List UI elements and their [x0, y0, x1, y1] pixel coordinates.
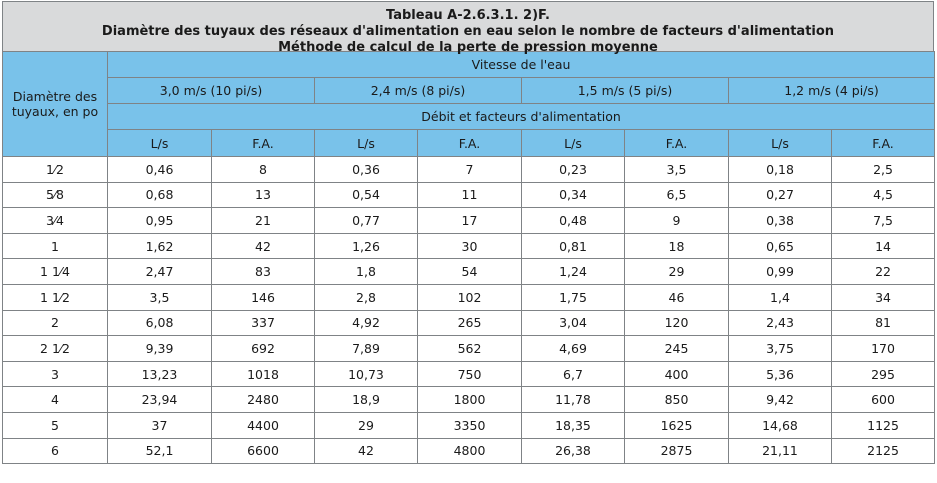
fixture-units-cell: 750 [418, 361, 522, 387]
flow-ls-cell: 18,9 [315, 387, 418, 413]
flow-ls-cell: 0,34 [522, 182, 625, 208]
flow-ls-cell: 4,69 [522, 336, 625, 362]
table-row [3, 412, 935, 438]
table-row [3, 336, 935, 362]
fixture-units-cell: 34 [832, 284, 935, 310]
table-title [2, 1, 934, 55]
pipe-size-cell: 5 [3, 412, 108, 438]
pipe-size-cell: 1 1⁄4 [3, 259, 108, 285]
flow-ls-cell: 0,65 [729, 233, 832, 259]
flow-ls-cell: 13,23 [108, 361, 212, 387]
fixture-units-cell: 146 [212, 284, 315, 310]
flow-ls-cell: 9,39 [108, 336, 212, 362]
flow-ls-cell: 0,81 [522, 233, 625, 259]
flow-ls-cell: 52,1 [108, 438, 212, 464]
fixture-units-cell: 562 [418, 336, 522, 362]
fixture-units-cell: 4800 [418, 438, 522, 464]
fixture-units-cell: 9 [625, 208, 729, 234]
fixture-units-cell: 11 [418, 182, 522, 208]
flow-ls-cell: 3,5 [108, 284, 212, 310]
pipe-size-cell: 5⁄8 [3, 182, 108, 208]
flow-ls-cell: 37 [108, 412, 212, 438]
data-table [2, 51, 935, 464]
flow-ls-cell: 6,08 [108, 310, 212, 336]
flow-header: Débit et facteurs d'alimentation [108, 104, 935, 130]
flow-ls-cell: 1,4 [729, 284, 832, 310]
fixture-units-cell: 102 [418, 284, 522, 310]
fixture-units-cell: 1800 [418, 387, 522, 413]
fa-header: F.A. [418, 130, 522, 157]
flow-ls-cell: 1,8 [315, 259, 418, 285]
speed-header: 1,5 m/s (5 pi/s) [522, 78, 729, 104]
flow-ls-cell: 3,04 [522, 310, 625, 336]
fixture-units-cell: 3,5 [625, 157, 729, 183]
fixture-units-cell: 4400 [212, 412, 315, 438]
fixture-units-cell: 120 [625, 310, 729, 336]
flow-ls-cell: 14,68 [729, 412, 832, 438]
fa-header: F.A. [625, 130, 729, 157]
table-row [3, 438, 935, 464]
flow-ls-cell: 2,43 [729, 310, 832, 336]
speed-header: 3,0 m/s (10 pi/s) [108, 78, 315, 104]
table-row [3, 233, 935, 259]
flow-ls-cell: 0,46 [108, 157, 212, 183]
ls-header: L/s [522, 130, 625, 157]
fixture-units-cell: 18 [625, 233, 729, 259]
pipe-size-cell: 3 [3, 361, 108, 387]
fixture-units-cell: 2875 [625, 438, 729, 464]
fixture-units-cell: 13 [212, 182, 315, 208]
fixture-units-cell: 850 [625, 387, 729, 413]
fixture-units-cell: 7,5 [832, 208, 935, 234]
pipe-size-cell: 4 [3, 387, 108, 413]
flow-ls-cell: 3,75 [729, 336, 832, 362]
ls-header: L/s [729, 130, 832, 157]
flow-ls-cell: 9,42 [729, 387, 832, 413]
fa-header: F.A. [832, 130, 935, 157]
pipe-size-cell: 6 [3, 438, 108, 464]
pipe-size-cell: 1⁄2 [3, 157, 108, 183]
flow-ls-cell: 1,24 [522, 259, 625, 285]
flow-ls-cell: 0,48 [522, 208, 625, 234]
table-body [3, 157, 935, 464]
table-row [3, 284, 935, 310]
fixture-units-cell: 29 [625, 259, 729, 285]
fixture-units-cell: 3350 [418, 412, 522, 438]
pipe-size-cell: 1 1⁄2 [3, 284, 108, 310]
table-row [3, 182, 935, 208]
pipe-size-cell: 2 1⁄2 [3, 336, 108, 362]
flow-ls-cell: 7,89 [315, 336, 418, 362]
flow-ls-cell: 10,73 [315, 361, 418, 387]
pipe-size-cell: 3⁄4 [3, 208, 108, 234]
ls-header: L/s [315, 130, 418, 157]
flow-ls-cell: 0,99 [729, 259, 832, 285]
flow-ls-cell: 0,36 [315, 157, 418, 183]
flow-ls-cell: 0,38 [729, 208, 832, 234]
pipe-size-cell: 1 [3, 233, 108, 259]
fixture-units-cell: 30 [418, 233, 522, 259]
flow-ls-cell: 21,11 [729, 438, 832, 464]
table-row [3, 310, 935, 336]
fixture-units-cell: 245 [625, 336, 729, 362]
flow-ls-cell: 1,62 [108, 233, 212, 259]
title-line-2: Diamètre des tuyaux des réseaux d'alimentation en eau selon le nombre de facteurs d'alimentation [101, 24, 835, 39]
flow-ls-cell: 0,68 [108, 182, 212, 208]
fixture-units-cell: 2,5 [832, 157, 935, 183]
fixture-units-cell: 7 [418, 157, 522, 183]
fixture-units-cell: 170 [832, 336, 935, 362]
fixture-units-cell: 54 [418, 259, 522, 285]
fixture-units-cell: 2125 [832, 438, 935, 464]
fixture-units-cell: 2480 [212, 387, 315, 413]
flow-ls-cell: 0,23 [522, 157, 625, 183]
flow-ls-cell: 4,92 [315, 310, 418, 336]
title-line-1: Tableau A-2.6.3.1. 2)F. [386, 8, 550, 23]
pipe-size-cell: 2 [3, 310, 108, 336]
table-row [3, 361, 935, 387]
fixture-units-cell: 337 [212, 310, 315, 336]
fixture-units-cell: 600 [832, 387, 935, 413]
flow-ls-cell: 1,75 [522, 284, 625, 310]
flow-ls-cell: 0,95 [108, 208, 212, 234]
flow-ls-cell: 0,54 [315, 182, 418, 208]
title-line-3: Méthode de calcul de la perte de pression moyenne [278, 40, 658, 55]
flow-ls-cell: 29 [315, 412, 418, 438]
fixture-units-cell: 1018 [212, 361, 315, 387]
fa-header: F.A. [212, 130, 315, 157]
fixture-units-cell: 81 [832, 310, 935, 336]
fixture-units-cell: 1125 [832, 412, 935, 438]
fixture-units-cell: 692 [212, 336, 315, 362]
fixture-units-cell: 83 [212, 259, 315, 285]
fixture-units-cell: 17 [418, 208, 522, 234]
fixture-units-cell: 4,5 [832, 182, 935, 208]
fixture-units-cell: 6600 [212, 438, 315, 464]
fixture-units-cell: 46 [625, 284, 729, 310]
diameter-header: Diamètre des tuyaux, en po [3, 52, 108, 157]
flow-ls-cell: 26,38 [522, 438, 625, 464]
flow-ls-cell: 0,18 [729, 157, 832, 183]
table-row [3, 387, 935, 413]
fixture-units-cell: 14 [832, 233, 935, 259]
flow-ls-cell: 0,77 [315, 208, 418, 234]
flow-ls-cell: 2,8 [315, 284, 418, 310]
flow-ls-cell: 0,27 [729, 182, 832, 208]
fixture-units-cell: 42 [212, 233, 315, 259]
fixture-units-cell: 8 [212, 157, 315, 183]
flow-ls-cell: 42 [315, 438, 418, 464]
fixture-units-cell: 295 [832, 361, 935, 387]
fixture-units-cell: 21 [212, 208, 315, 234]
table-row [3, 208, 935, 234]
velocity-header: Vitesse de l'eau [108, 52, 935, 78]
flow-ls-cell: 6,7 [522, 361, 625, 387]
speed-header: 1,2 m/s (4 pi/s) [729, 78, 935, 104]
flow-ls-cell: 5,36 [729, 361, 832, 387]
table-container [2, 1, 934, 464]
speed-header: 2,4 m/s (8 pi/s) [315, 78, 522, 104]
fixture-units-cell: 22 [832, 259, 935, 285]
ls-header: L/s [108, 130, 212, 157]
fixture-units-cell: 400 [625, 361, 729, 387]
flow-ls-cell: 11,78 [522, 387, 625, 413]
flow-ls-cell: 23,94 [108, 387, 212, 413]
fixture-units-cell: 265 [418, 310, 522, 336]
fixture-units-cell: 1625 [625, 412, 729, 438]
fixture-units-cell: 6,5 [625, 182, 729, 208]
table-row [3, 259, 935, 285]
flow-ls-cell: 2,47 [108, 259, 212, 285]
flow-ls-cell: 1,26 [315, 233, 418, 259]
table-row [3, 157, 935, 183]
flow-ls-cell: 18,35 [522, 412, 625, 438]
